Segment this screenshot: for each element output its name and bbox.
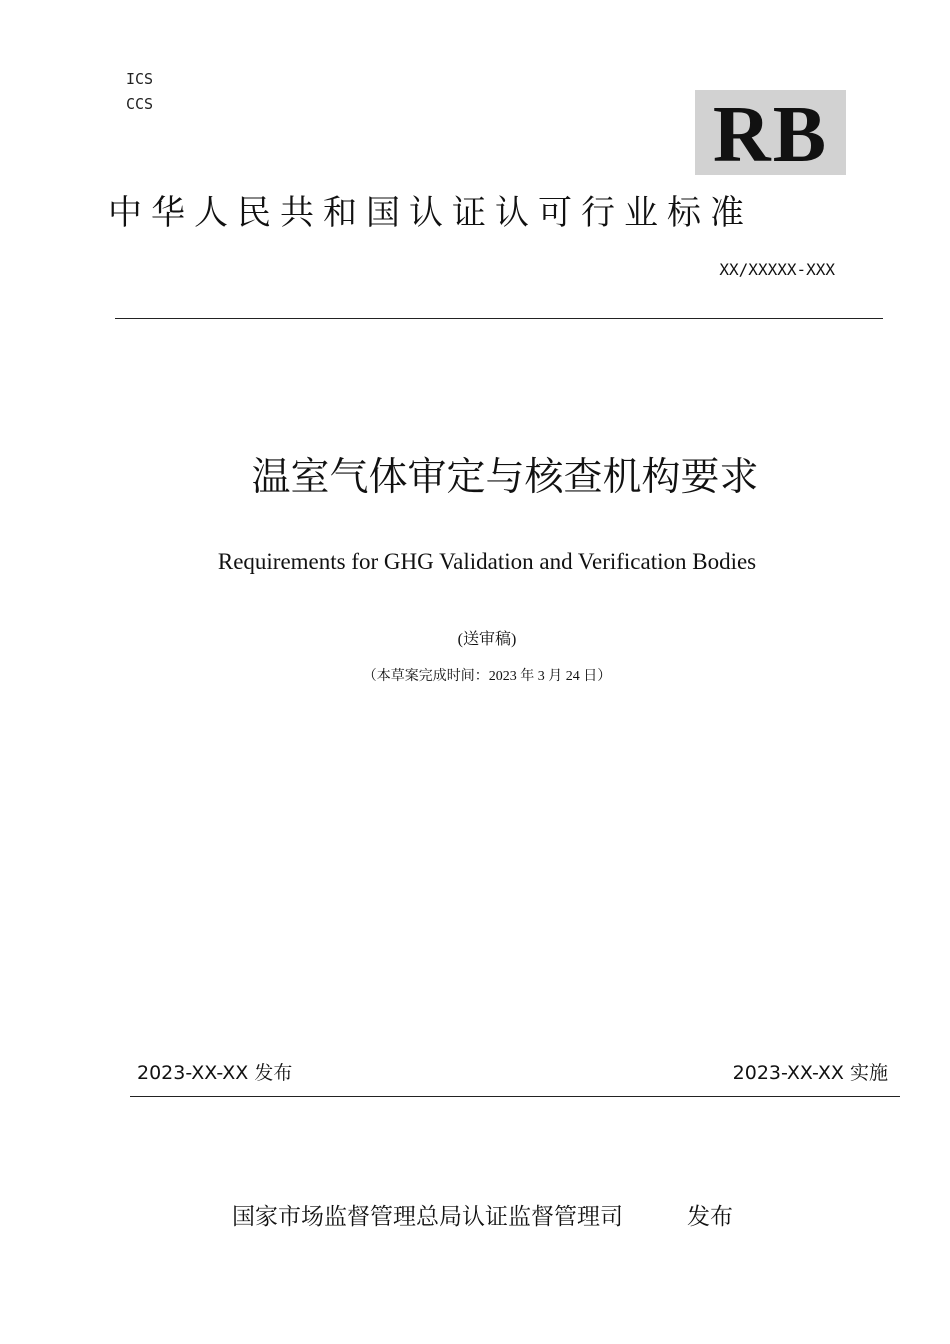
standard-number: XX/XXXXX-XXX bbox=[719, 260, 835, 279]
draft-completion-date: （本草案完成时间：2023 年 3 月 24 日） bbox=[362, 669, 612, 684]
issuer-line bbox=[232, 1204, 733, 1232]
draft-status-label: (送审稿) bbox=[457, 631, 517, 648]
header-divider bbox=[115, 318, 883, 319]
footer-divider bbox=[130, 1096, 900, 1097]
issuing-authority: 国家市场监督管理总局认证监督管理司 bbox=[232, 1204, 623, 1230]
document-title-chinese: 温室气体审定与核查机构要求 bbox=[251, 455, 759, 500]
document-title-english: Requirements for GHG Validation and Verification Bodies bbox=[217, 549, 757, 574]
rb-standard-logo bbox=[695, 90, 846, 179]
standard-category-heading: 中华人民共和国认证认可行业标准 bbox=[108, 193, 753, 233]
rb-logo-text: RB bbox=[712, 90, 829, 179]
issue-action-label: 发布 bbox=[687, 1204, 733, 1230]
ccs-code-label: CCS bbox=[126, 95, 154, 113]
implementation-date: 2023-XX-XX 实施 bbox=[732, 1062, 888, 1084]
ics-code-label: ICS bbox=[126, 70, 154, 88]
release-date: 2023-XX-XX 发布 bbox=[137, 1062, 293, 1084]
